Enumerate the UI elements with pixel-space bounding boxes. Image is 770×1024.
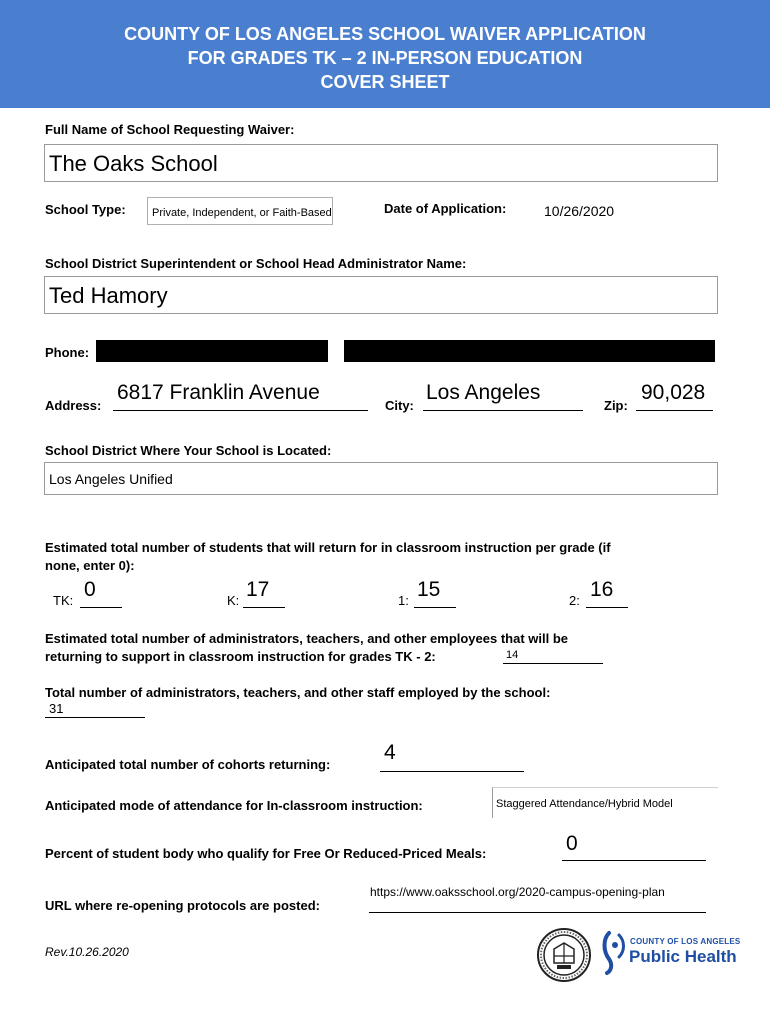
address-label: Address: [45, 398, 102, 413]
school-name-label: Full Name of School Requesting Waiver: [45, 122, 295, 137]
county-seal-icon [536, 927, 592, 983]
students-label-line1: Estimated total number of students that will return for in classroom instruction per grade (if [45, 540, 611, 555]
city-value[interactable]: Los Angeles [426, 381, 541, 404]
meals-underline [562, 859, 706, 861]
meals-label: Percent of student body who qualify for Free Or Reduced-Priced Meals: [45, 846, 487, 861]
staff-returning-value[interactable]: 14 [506, 649, 519, 661]
attendance-value: Staggered Attendance/Hybrid Model [496, 798, 673, 810]
url-value[interactable]: https://www.oaksschool.org/2020-campus-opening-plan [370, 885, 665, 899]
city-underline [423, 409, 583, 411]
attendance-field[interactable] [492, 787, 718, 818]
tk-underline [80, 606, 122, 608]
city-label: City: [385, 398, 414, 413]
header-title-line3: COVER SHEET [320, 72, 450, 92]
district-field[interactable] [44, 462, 718, 495]
k-value[interactable]: 17 [246, 578, 270, 601]
cohorts-underline [380, 770, 524, 772]
district-value: Los Angeles Unified [49, 471, 173, 487]
header-banner [0, 0, 770, 108]
superintendent-label: School District Superintendent or School Head Administrator Name: [45, 256, 467, 271]
staff-returning-label-line2: returning to support in classroom instruction for grades TK - 2: [45, 649, 436, 664]
grade1-value[interactable]: 15 [417, 578, 441, 601]
superintendent-field[interactable] [44, 276, 718, 314]
phone-label: Phone: [45, 345, 90, 360]
zip-label: Zip: [604, 398, 628, 413]
school-type-field[interactable] [147, 197, 333, 225]
header-title-line1: COUNTY OF LOS ANGELES SCHOOL WAIVER APPLICATION [124, 24, 646, 44]
url-underline [369, 911, 706, 913]
address-underline [113, 409, 368, 411]
date-value[interactable]: 10/26/2020 [544, 203, 615, 219]
cohorts-label: Anticipated total number of cohorts returning: [45, 757, 331, 772]
school-name-value: The Oaks School [49, 151, 218, 176]
meals-value[interactable]: 0 [566, 832, 578, 855]
logo-county-text: COUNTY OF LOS ANGELES [630, 937, 741, 946]
cohorts-value[interactable]: 4 [384, 741, 396, 764]
k-underline [243, 606, 285, 608]
district-label: School District Where Your School is Located: [45, 443, 332, 458]
school-type-label: School Type: [45, 202, 126, 217]
phone-redaction-1 [96, 340, 328, 362]
k-label: K: [227, 593, 240, 608]
staff-total-value[interactable]: 31 [49, 701, 64, 716]
staff-returning-label-line1: Estimated total number of administrators, teachers, and other employees that will be [45, 631, 569, 646]
zip-value[interactable]: 90,028 [641, 381, 706, 404]
date-label: Date of Application: [384, 201, 507, 216]
school-type-value: Private, Independent, or Faith-Based [152, 207, 332, 219]
tk-value[interactable]: 0 [84, 578, 96, 601]
superintendent-value: Ted Hamory [49, 283, 168, 308]
tk-label: TK: [53, 593, 74, 608]
phone-redaction-2 [344, 340, 715, 362]
revision-text: Rev.10.26.2020 [45, 945, 129, 959]
url-label: URL where re-opening protocols are posted: [45, 898, 320, 913]
grade1-underline [414, 606, 456, 608]
students-label-line2: none, enter 0): [45, 558, 135, 573]
address-value[interactable]: 6817 Franklin Avenue [117, 381, 320, 404]
staff-total-underline [45, 716, 145, 718]
logo-public-health-text: Public Health [629, 947, 737, 966]
grade2-underline [586, 606, 628, 608]
staff-total-label: Total number of administrators, teachers, and other staff employed by the school: [45, 685, 551, 700]
grade2-value[interactable]: 16 [590, 578, 614, 601]
grade2-label: 2: [569, 593, 580, 608]
zip-underline [636, 409, 713, 411]
school-name-field[interactable] [44, 144, 718, 182]
header-title-line2: FOR GRADES TK – 2 IN-PERSON EDUCATION [187, 48, 583, 68]
staff-returning-underline [503, 662, 603, 664]
public-health-emblem-icon [599, 929, 631, 975]
attendance-label: Anticipated mode of attendance for In-classroom instruction: [45, 798, 423, 813]
grade1-label: 1: [398, 593, 409, 608]
